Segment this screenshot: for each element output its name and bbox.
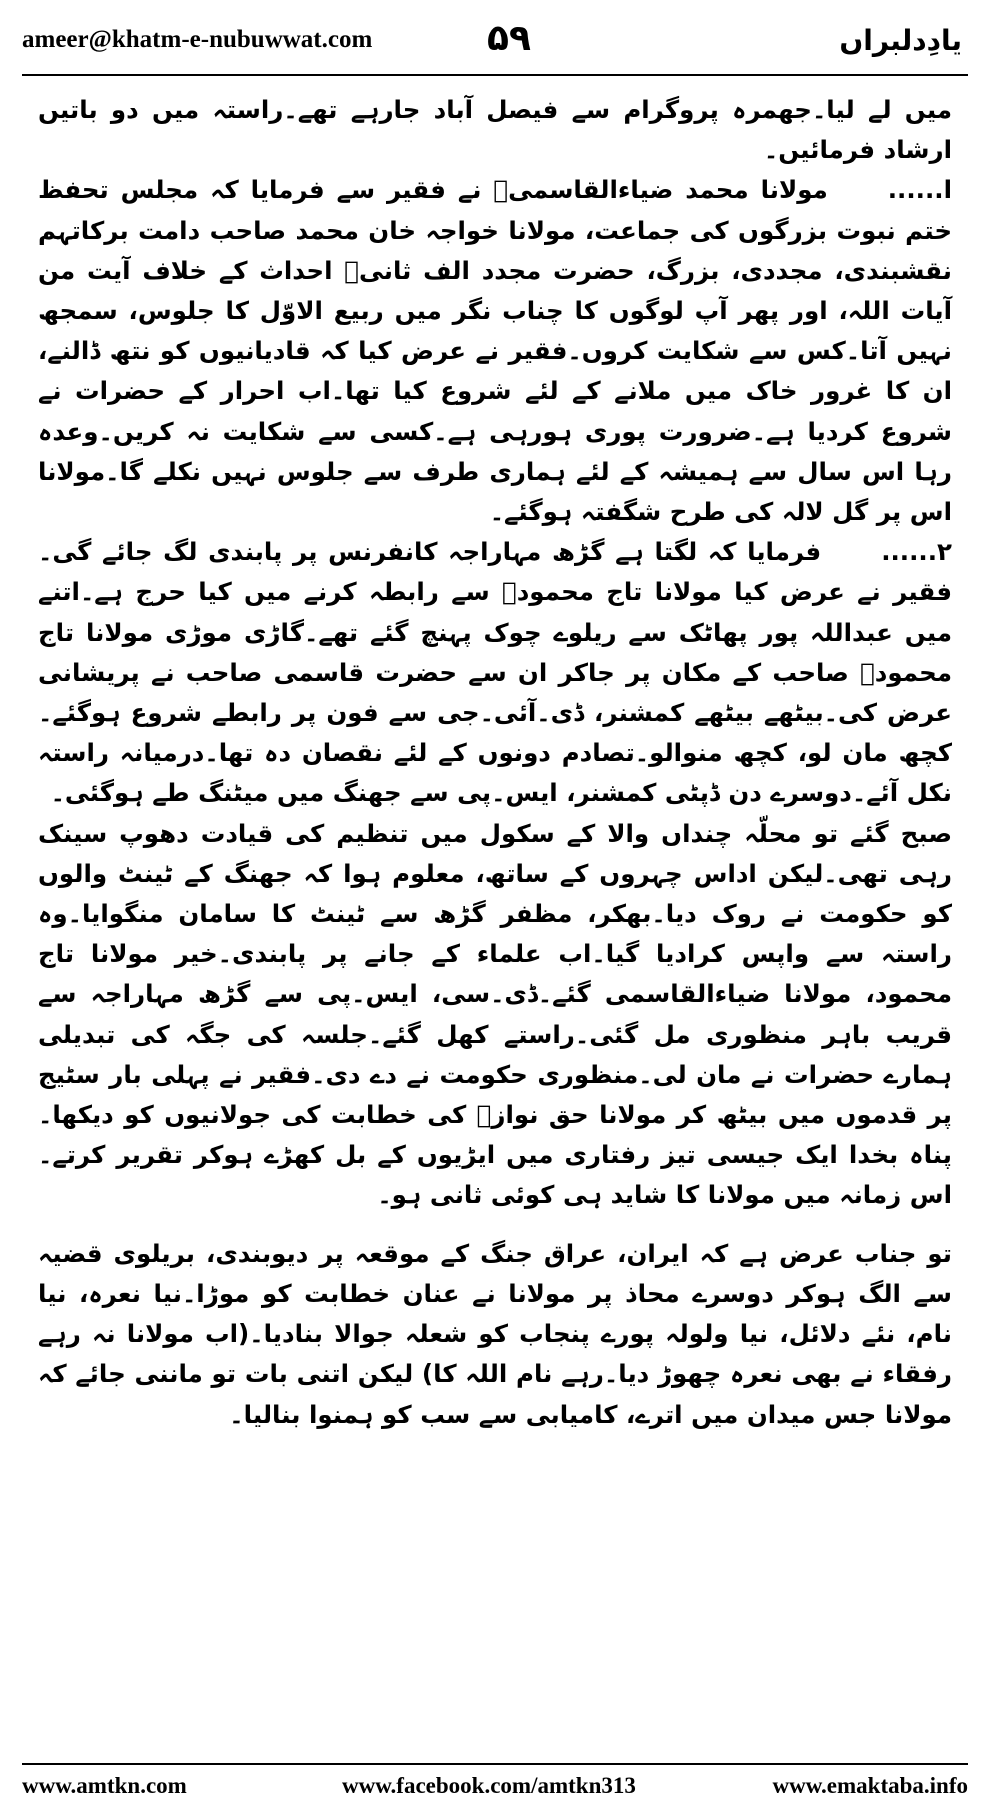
footer-divider	[22, 1763, 968, 1765]
numbered-paragraph	[38, 170, 952, 532]
item-number: ا......	[887, 175, 952, 205]
paragraph-text: مولانا محمد ضیاءالقاسمیؒ نے فقیر سے فرمایا کہ مجلس تحفظ ختم نبوت بزرگوں کی جماعت، مولانا خواجہ خان محمد صاحب دامت برکاتہم نقشبندی، مجددی، بزرگ، حضرت مجدد الف ثانیؒ احداث کے خلاف آیت من آیات اللہ، اور پھر آپ لوگوں کا چناب نگر میں ربیع الاوّل کا جلوس، سمجھ نہیں آتا۔کس سے شکایت کروں۔فقیر نے عرض کیا کہ قادیانیوں کو نتھ ڈالنے، ان کا غرور خاک میں ملانے کے لئے شروع کیا تھا۔اب احرار کے حضرات نے شروع کردیا ہے۔ضرورت پوری ہورہی ہے۔کسی سے شکایت نہ کریں۔وعدہ رہا اس سال سے ہمیشہ کے لئے ہماری طرف سے جلوس نہیں نکلے گا۔مولانا اس پر گل لالہ کی طرح شگفتہ ہوگئے۔	[38, 175, 952, 527]
paragraph: صبح گئے تو محلّہ چنداں والا کے سکول میں تنظیم کی قیادت دھوپ سینک رہی تھی۔لیکن اداس چہروں کے ساتھ، معلوم ہوا کہ جھنگ کے ٹینٹ والوں کو حکومت نے روک دیا۔بھکر، مظفر گڑھ سے ٹینٹ کا سامان منگوایا۔وہ راستہ سے واپس کرادیا گیا۔اب علماء کے جانے پر پابندی۔خیر مولانا تاج محمود، مولانا ضیاءالقاسمی گئے۔ڈی۔سی، ایس۔پی سے گڑھ مہاراجہ سے قریب باہر منظوری مل گئی۔راستے کھل گئے۔جلسہ کی جگہ کی تبدیلی ہمارے حضرات نے مان لی۔منظوری حکومت نے دے دی۔فقیر نے پہلی بار سٹیج پر قدموں میں بیٹھ کر مولانا حق نوازؒ کی خطابت کی جولانیوں کو دیکھا۔پناہ بخدا ایک جیسی تیز رفتاری میں ایڑیوں کے بل کھڑے ہوکر تقریر کرتے۔اس زمانہ میں مولانا کا شاید ہی کوئی ثانی ہو۔	[38, 818, 952, 1210]
page-body	[38, 90, 952, 1435]
paragraph: تو جناب عرض ہے کہ ایران، عراق جنگ کے موقعہ پر دیوبندی، بریلوی قضیہ سے الگ ہوکر دوسرے محاذ پر مولانا نے عنان خطابت کو موڑا۔نیا نعرہ، نیا نام، نئے دلائل، نیا ولولہ پورے پنجاب کو شعلہ جوالا بنادیا۔(اب مولانا نہ رہے رفقاء نے بھی نعرہ چھوڑ دیا۔رہے نام اللہ کا) لیکن اتنی بات تو ماننی جائے کہ مولانا جس میدان میں اترے، کامیابی سے سب کو ہمنوا بنالیا۔	[38, 1238, 952, 1429]
page-footer	[22, 1771, 968, 1805]
footer-link-amtkn[interactable]: www.amtkn.com	[22, 1773, 187, 1798]
footer-link-facebook[interactable]: www.facebook.com/amtkn313	[342, 1773, 636, 1798]
numbered-paragraph	[38, 532, 952, 813]
page-header	[22, 18, 968, 70]
paragraph-text: فرمایا کہ لگتا ہے گڑھ مہاراجہ کانفرنس پر پابندی لگ جائے گی۔فقیر نے عرض کیا مولانا تاج محمودؒ سے رابطہ کرنے میں کیا حرج ہے۔اتنے میں عبداللہ پور پھاٹک سے ریلوے چوک پہنچ گئے تھے۔گاڑی موڑی مولانا تاج محمودؒ صاحب کے مکان پر جاکر ان سے حضرت قاسمی صاحب نے پریشانی عرض کی۔بیٹھے بیٹھے کمشنر، ڈی۔آئی۔جی سے فون پر رابطے شروع ہوگئے۔کچھ مان لو، کچھ منوالو۔تصادم دونوں کے لئے نقصان دہ تھا۔درمیانہ راستہ نکل آئے۔دوسرے دن ڈپٹی کمشنر، ایس۔پی سے جھنگ میں میٹنگ طے ہوگئی۔	[38, 537, 952, 808]
footer-link-emaktaba[interactable]: www.emaktaba.info	[772, 1773, 968, 1798]
paragraph: میں لے لیا۔جھمرہ پروگرام سے فیصل آباد جارہے تھے۔راستہ میں دو باتیں ارشاد فرمائیں۔	[38, 95, 952, 165]
header-email: ameer@khatm-e-nubuwwat.com	[22, 26, 373, 53]
header-divider	[22, 74, 968, 76]
page-number: ۵۹	[487, 18, 531, 59]
item-number: ۲......	[881, 537, 952, 567]
book-title: یادِدلبراں	[839, 24, 962, 57]
